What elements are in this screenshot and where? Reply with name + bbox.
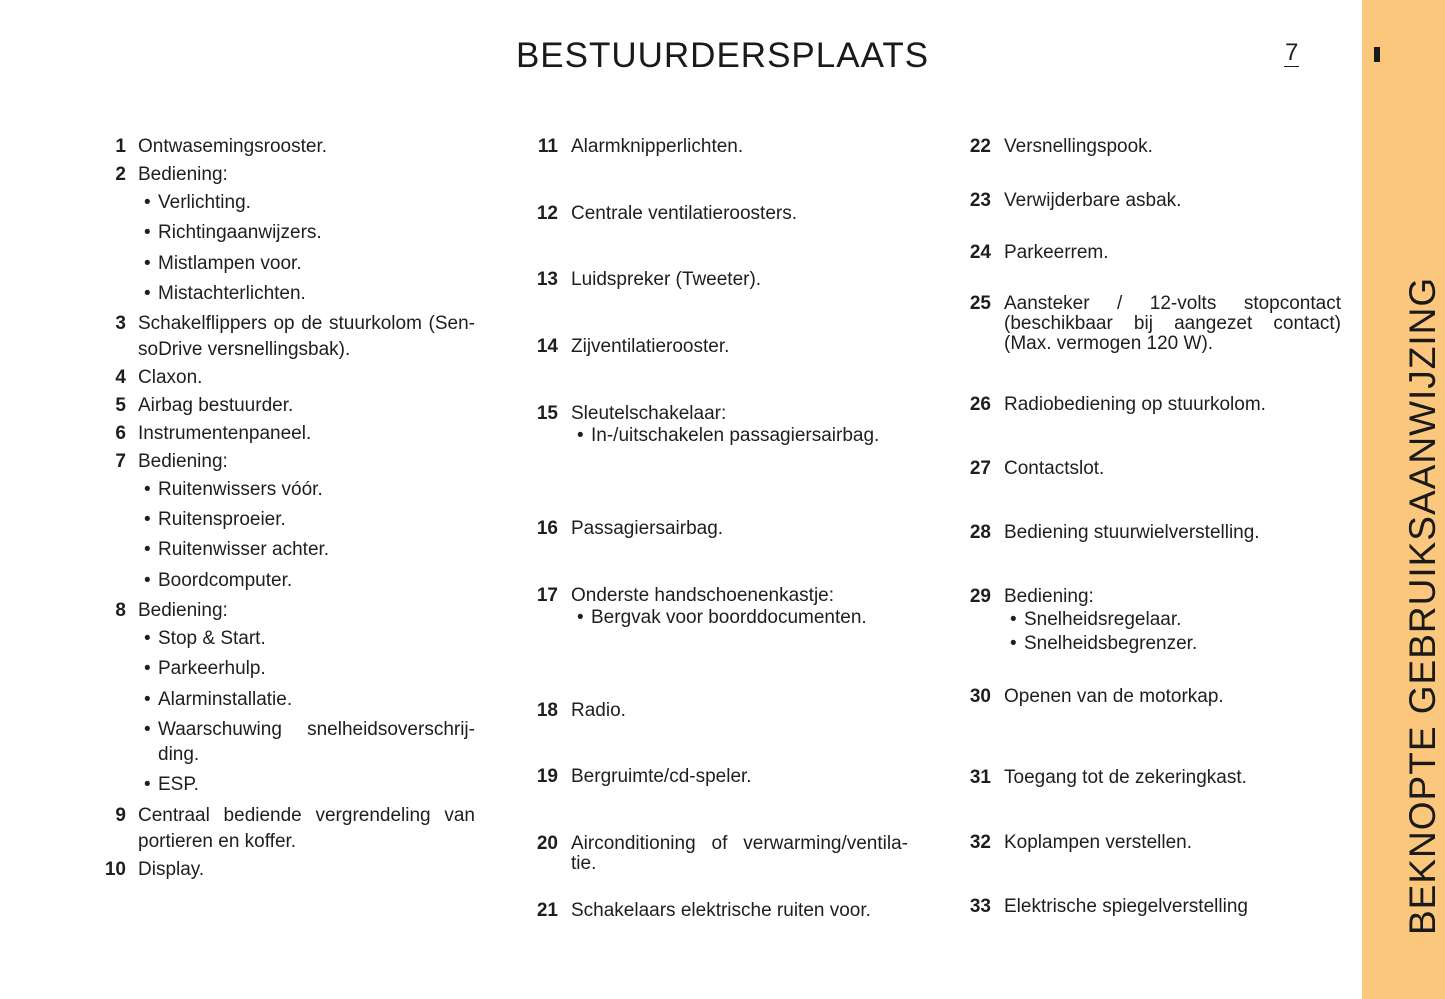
bullet-text: In-/uitschakelen passagiersairbag. — [591, 425, 880, 446]
item-number: 4 — [115, 367, 126, 388]
item-text: Schakelflippers op de stuurkolom (Sen- — [138, 313, 475, 334]
chapter-title: BEKNOPTE GEBRUIKSAANWIJZING — [1402, 276, 1443, 935]
bullet-glyph: • — [144, 719, 151, 740]
item-text: Verwijderbare asbak. — [1004, 190, 1182, 211]
item-text: (beschikbaar bij aangezet contact) — [1004, 313, 1341, 334]
item-number: 6 — [115, 423, 126, 444]
item-text: Bediening: — [138, 600, 228, 621]
item-number: 7 — [115, 451, 126, 472]
item-text: tie. — [571, 853, 597, 874]
bullet-glyph: • — [1010, 633, 1017, 654]
item-text: Centrale ventilatieroosters. — [571, 203, 797, 224]
item-number: 21 — [536, 900, 558, 921]
item-text: (Max. vermogen 120 W). — [1004, 333, 1214, 354]
item-text: Instrumentenpaneel. — [138, 423, 312, 444]
item-text: Schakelaars elektrische ruiten voor. — [571, 900, 871, 921]
bullet-text: Stop & Start. — [158, 628, 266, 649]
bullet-text: Alarminstallatie. — [158, 689, 293, 710]
item-number: 28 — [969, 522, 991, 543]
item-number: 30 — [969, 686, 991, 707]
item-text: Bergruimte/cd-speler. — [571, 766, 752, 787]
item-number: 16 — [536, 518, 558, 539]
item-text: Sleutelschakelaar: — [571, 403, 727, 424]
bullet-glyph: • — [144, 539, 151, 560]
item-text: Onderste handschoenenkastje: — [571, 585, 835, 606]
item-number: 22 — [969, 136, 991, 157]
item-number: 24 — [969, 242, 991, 263]
item-text: Airconditioning of verwarming/ventila- — [571, 833, 908, 854]
bullet-glyph: • — [144, 509, 151, 530]
bullet-text: Ruitenwissers vóór. — [158, 479, 323, 500]
chapter-marker — [1374, 47, 1380, 62]
item-number: 15 — [536, 403, 558, 424]
chapter-marker-label — [1374, 47, 1375, 48]
item-text: Contactslot. — [1004, 458, 1105, 479]
item-text: Alarmknipperlichten. — [571, 136, 744, 157]
bullet-glyph: • — [577, 607, 584, 628]
item-text: Passagiersairbag. — [571, 518, 724, 539]
bullet-glyph: • — [144, 774, 151, 795]
item-text: portieren en koffer. — [138, 831, 297, 852]
bullet-glyph: • — [144, 192, 151, 213]
item-text: Elektrische spiegelverstelling — [1004, 896, 1248, 917]
item-text: Claxon. — [138, 367, 203, 388]
bullet-text: Waarschuwing snelheidsoverschrij- — [158, 719, 475, 740]
bullet-glyph: • — [144, 222, 151, 243]
item-text: Airbag bestuurder. — [138, 395, 294, 416]
item-number: 12 — [536, 203, 558, 224]
bullet-glyph: • — [144, 283, 151, 304]
item-number: 11 — [537, 136, 558, 157]
item-text: Versnellingspook. — [1004, 136, 1153, 157]
item-number: 2 — [115, 164, 126, 185]
item-number: 5 — [115, 395, 126, 416]
item-text: Centraal bediende vergrendeling van — [138, 805, 475, 826]
item-number: 33 — [969, 896, 991, 917]
bullet-glyph: • — [144, 570, 151, 591]
bullet-glyph: • — [1010, 609, 1017, 630]
item-number: 19 — [536, 766, 558, 787]
item-text: Radio. — [571, 700, 626, 721]
page-number: 7 — [1285, 39, 1299, 66]
bullet-text: Richtingaanwijzers. — [158, 222, 322, 243]
item-text: Ontwasemingsrooster. — [138, 136, 328, 157]
item-number: 26 — [969, 394, 991, 415]
item-number: 3 — [115, 313, 126, 334]
item-number: 8 — [115, 600, 126, 621]
item-text: Bediening: — [138, 451, 228, 472]
bullet-text: Ruitensproeier. — [158, 509, 286, 530]
item-text: Aansteker / 12-volts stopcontact — [1004, 293, 1341, 314]
bullet-text: ESP. — [158, 774, 199, 795]
bullet-text: Bergvak voor boorddocumenten. — [591, 607, 867, 628]
item-number: 18 — [536, 700, 558, 721]
item-number: 9 — [115, 805, 126, 826]
item-number: 17 — [536, 585, 558, 606]
bullet-glyph: • — [144, 689, 151, 710]
bullet-text: Mistachterlichten. — [158, 283, 306, 304]
item-text: Parkeerrem. — [1004, 242, 1109, 263]
bullet-text: Verlichting. — [158, 192, 251, 213]
item-text: Luidspreker (Tweeter). — [571, 269, 762, 290]
bullet-text: ding. — [158, 744, 200, 765]
item-number: 13 — [536, 269, 558, 290]
bullet-glyph: • — [144, 658, 151, 679]
bullet-glyph: • — [144, 253, 151, 274]
item-text: Toegang tot de zekeringkast. — [1004, 767, 1247, 788]
item-text: Bediening: — [1004, 586, 1094, 607]
bullet-text: Ruitenwisser achter. — [158, 539, 330, 560]
item-number: 14 — [536, 336, 558, 357]
bullet-text: Mistlampen voor. — [158, 253, 302, 274]
bullet-glyph: • — [144, 628, 151, 649]
page-title: BESTUURDERSPLAATS — [515, 36, 930, 75]
item-number: 1 — [115, 136, 126, 157]
item-text: Radiobediening op stuurkolom. — [1004, 394, 1266, 415]
item-number: 31 — [969, 767, 991, 788]
bullet-glyph: • — [144, 479, 151, 500]
item-text: Bediening stuurwielverstelling. — [1004, 522, 1260, 543]
bullet-text: Snelheidsregelaar. — [1024, 609, 1182, 630]
item-number: 27 — [969, 458, 991, 479]
bullet-glyph: • — [577, 425, 584, 446]
item-text: soDrive versnellingsbak). — [138, 339, 351, 360]
item-text: Openen van de motorkap. — [1004, 686, 1224, 707]
item-text: Display. — [138, 859, 205, 880]
item-number: 23 — [969, 190, 991, 211]
item-number: 29 — [969, 586, 991, 607]
item-number: 32 — [969, 832, 991, 853]
item-text: Bediening: — [138, 164, 228, 185]
item-number: 20 — [536, 833, 558, 854]
bullet-text: Snelheidsbegrenzer. — [1024, 633, 1198, 654]
bullet-text: Boordcomputer. — [158, 570, 293, 591]
item-number: 25 — [969, 293, 991, 314]
item-text: Zijventilatierooster. — [571, 336, 730, 357]
item-text: Koplampen verstellen. — [1004, 832, 1192, 853]
item-number: 10 — [104, 859, 126, 880]
bullet-text: Parkeerhulp. — [158, 658, 266, 679]
